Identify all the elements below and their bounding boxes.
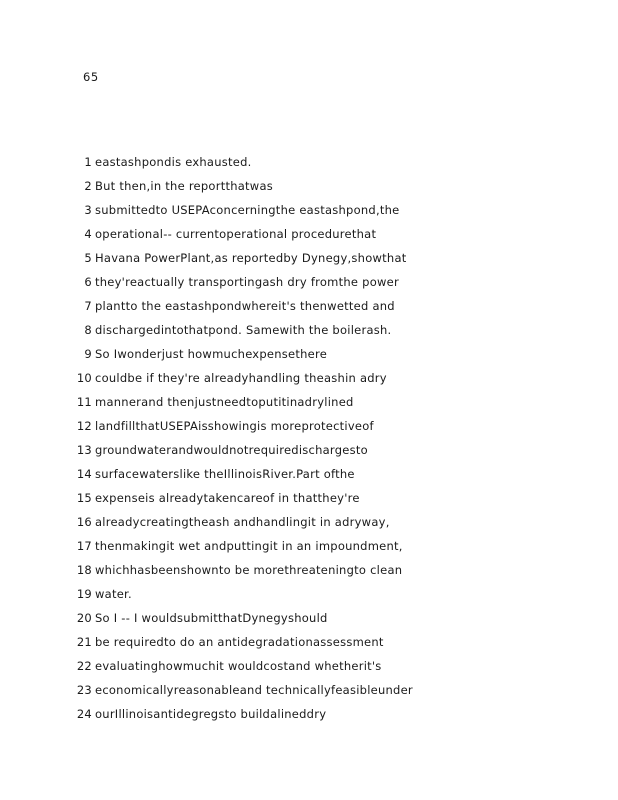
transcript-lines [72, 152, 592, 728]
line-text: surfacewaterslike theIllinoisRiver.Part ofthe [95, 467, 355, 481]
line-number: 9 [84, 347, 92, 361]
line-text: operational-- currentoperational procedurethat [95, 227, 377, 241]
line-text: dischargedintothatpond. Samewith the boilerash. [95, 323, 392, 337]
line-text: evaluatinghowmuchit wouldcostand whetherit's [95, 659, 382, 673]
line-number: 18 [76, 563, 92, 577]
transcript-line [72, 176, 592, 200]
transcript-line [72, 440, 592, 464]
line-text: water. [95, 587, 132, 601]
line-number: 15 [76, 491, 92, 505]
transcript-line [72, 152, 592, 176]
line-text: Havana PowerPlant,as reportedby Dynegy,showthat [95, 251, 407, 265]
line-number: 12 [76, 419, 92, 433]
line-number: 6 [84, 275, 92, 289]
transcript-line [72, 368, 592, 392]
transcript-line [72, 248, 592, 272]
page-number: 65 [83, 70, 99, 84]
line-number: 14 [76, 467, 92, 481]
line-text: But then,in the reportthatwas [95, 179, 273, 193]
line-number: 3 [84, 203, 92, 217]
line-text: economicallyreasonableand technicallyfeasibleunder [95, 683, 413, 697]
line-text: ourIllinoisantidegregsto buildalineddry [95, 707, 327, 721]
line-text: they'reactually transportingash dry fromthe power [95, 275, 399, 289]
line-number: 24 [76, 707, 92, 721]
line-number: 5 [84, 251, 92, 265]
transcript-line [72, 320, 592, 344]
transcript-line [72, 272, 592, 296]
transcript-line [72, 632, 592, 656]
transcript-line [72, 704, 592, 728]
line-text: eastashpondis exhausted. [95, 155, 252, 169]
line-text: thenmakingit wet andputtingit in an impoundment, [95, 539, 403, 553]
line-text: mannerand thenjustneedtoputitinadrylined [95, 395, 354, 409]
line-text: whichhasbeenshownto be morethreateningto clean [95, 563, 403, 577]
line-text: plantto the eastashpondwhereit's thenwetted and [95, 299, 395, 313]
transcript-line [72, 296, 592, 320]
line-number: 16 [76, 515, 92, 529]
transcript-line [72, 224, 592, 248]
transcript-line [72, 488, 592, 512]
transcript-line [72, 656, 592, 680]
line-number: 4 [84, 227, 92, 241]
line-number: 13 [76, 443, 92, 457]
line-number: 1 [84, 155, 92, 169]
line-number: 22 [76, 659, 92, 673]
line-text: groundwaterandwouldnotrequiredischargesto [95, 443, 368, 457]
line-number: 11 [76, 395, 92, 409]
line-number: 10 [76, 371, 92, 385]
line-text: couldbe if they're alreadyhandling theashin adry [95, 371, 387, 385]
transcript-line [72, 560, 592, 584]
line-number: 7 [84, 299, 92, 313]
line-number: 20 [76, 611, 92, 625]
line-text: landfillthatUSEPAisshowingis moreprotectiveof [95, 419, 374, 433]
transcript-line [72, 392, 592, 416]
line-number: 8 [84, 323, 92, 337]
line-number: 23 [76, 683, 92, 697]
transcript-line [72, 416, 592, 440]
line-text: submittedto USEPAconcerningthe eastashpond,the [95, 203, 400, 217]
transcript-line [72, 584, 592, 608]
line-number: 17 [76, 539, 92, 553]
transcript-line [72, 608, 592, 632]
transcript-line [72, 680, 592, 704]
line-text: expenseis alreadytakencareof in thatthey're [95, 491, 360, 505]
line-number: 21 [76, 635, 92, 649]
transcript-line [72, 200, 592, 224]
line-text: be requiredto do an antidegradationassessment [95, 635, 384, 649]
line-text: alreadycreatingtheash andhandlingit in adryway, [95, 515, 390, 529]
transcript-line [72, 464, 592, 488]
line-text: So Iwonderjust howmuchexpensethere [95, 347, 328, 361]
line-text: So I -- I wouldsubmitthatDynegyshould [95, 611, 328, 625]
transcript-line [72, 512, 592, 536]
transcript-line [72, 536, 592, 560]
line-number: 19 [76, 587, 92, 601]
transcript-line [72, 344, 592, 368]
line-number: 2 [84, 179, 92, 193]
